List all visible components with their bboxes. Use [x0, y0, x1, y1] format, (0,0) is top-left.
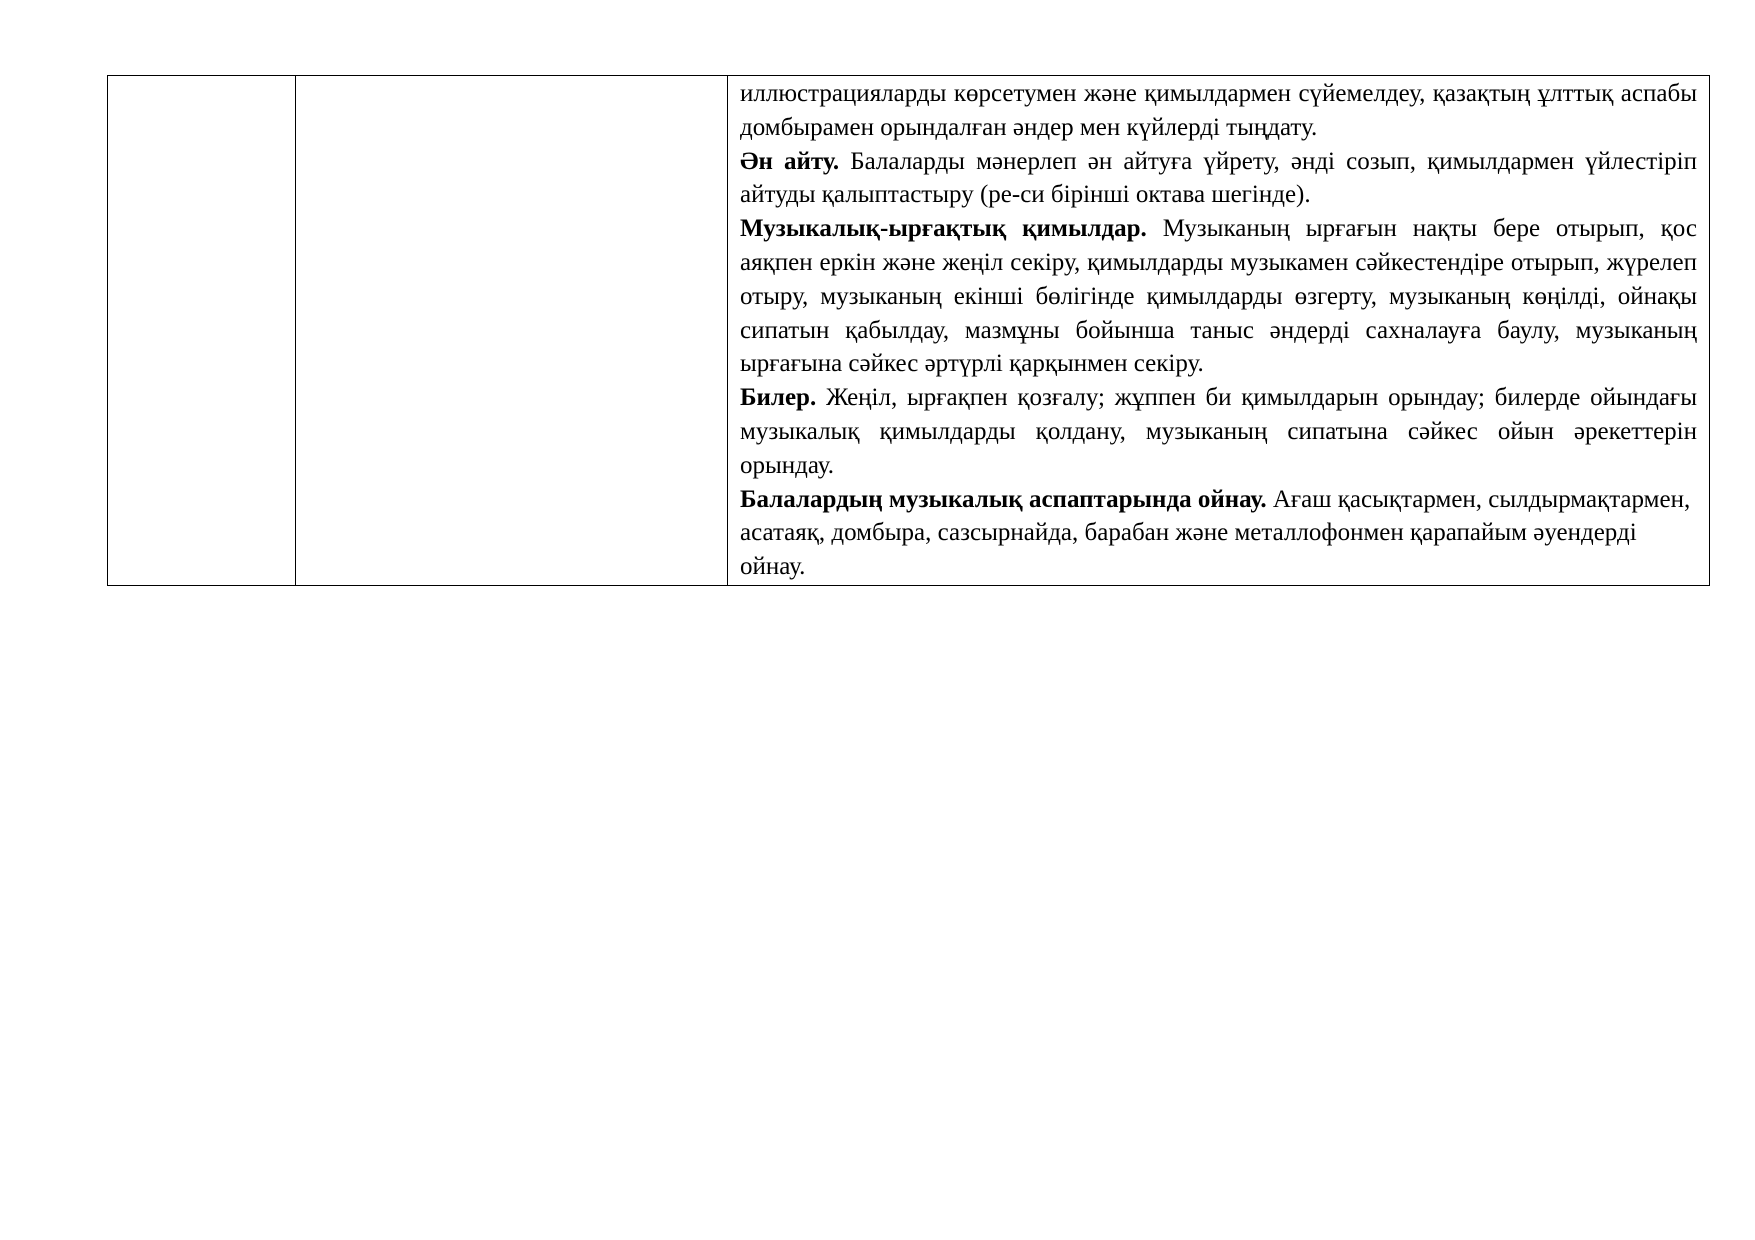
paragraph-lead: Билер.: [740, 384, 817, 412]
table-cell-empty-1: [108, 76, 296, 586]
table-cell-content: [728, 76, 1710, 586]
content-cell-text: [728, 76, 1709, 585]
paragraph-lead: Музыкалық-ырғақтық қимылдар.: [740, 215, 1147, 243]
paragraph-body: Жеңіл, ырғақпен қозғалу; жұппен би қимылдарын орындау; билерде ойындағы музыкалық қимылдарды қолдану, музыканың сипатына сәйкес ойын әрекеттерін орындау.: [740, 384, 1697, 479]
cell-2-text: [296, 76, 727, 78]
paragraph-body: Балаларды мәнерлеп ән айтуға үйрету, әнді созып, қимылдармен үйлестіріп айтуды қалыптастыру (ре-си бірінші октава шегінде).: [740, 147, 1697, 209]
table-cell-empty-2: [296, 76, 728, 586]
paragraph-dances: [740, 381, 1697, 482]
paragraph-singing: [740, 145, 1697, 213]
table-row: [108, 76, 1710, 586]
paragraph-body: Музыканың ырғағын нақты бере отырып, қос аяқпен еркін және жеңіл секіру, қимылдарды музыкамен сәйкестендіре отырып, жүрелеп отыру, музыканың екінші бөлігінде қимылдарды өзгерту, музыканың көңілді, ойнақы сипатын қабылдау, мазмұны бойынша таныс әндерді сахналауға баулу, музыканың ырғағына сәйкес әртүрлі қарқынмен секіру.: [740, 215, 1697, 378]
paragraph-intro: [740, 77, 1697, 145]
paragraph-body: иллюстрацияларды көрсетумен және қимылдармен сүйемелдеу, қазақтың ұлттық аспабы домбырамен орындалған әндер мен күйлерді тыңдату.: [740, 80, 1697, 141]
curriculum-table: [107, 75, 1710, 586]
paragraph-body: Ағаш қасықтармен, сылдырмақтармен, асатаяқ, домбыра, сазсырнайда, барабан және металлофонмен қарапайым әуендерді ойнау.: [740, 485, 1691, 581]
paragraph-lead: Ән айту.: [740, 147, 840, 175]
paragraph-rhythmic-movements: [740, 212, 1697, 381]
paragraph-instruments: [740, 483, 1697, 584]
cell-1-text: [108, 76, 295, 78]
paragraph-lead: Балалардың музыкалық аспаптарында ойнау.: [740, 485, 1267, 513]
